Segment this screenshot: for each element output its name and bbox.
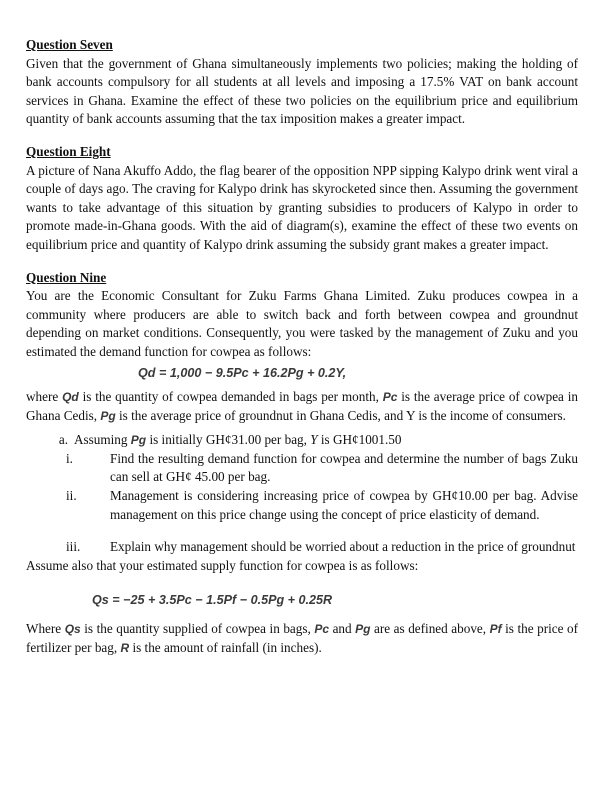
question-seven <box>26 36 578 129</box>
part-a-label: a. <box>58 432 68 448</box>
question-eight-body: A picture of Nana Akuffo Addo, the flag bearer of the opposition NPP sipping Kalypo drink went viral a couple of days ago. The craving for Kalypo drink has skyrocketed since then. Assuming the government wants to take advantage of this situation by granting subsidies to producers of Kalypo in order to promote made-in-Ghana goods. With the aid of diagram(s), examine the effect of these two events on equilibrium price and quantity of Kalypo drink assuming the subsidy grant makes a greater impact. <box>26 162 578 252</box>
spacer <box>26 524 578 538</box>
list-item <box>26 487 578 524</box>
symbol-pg: Pg <box>355 622 371 637</box>
question-nine <box>26 269 578 658</box>
part-a-symbol-pg: Pg <box>130 433 147 448</box>
supply-intro: Assume also that your estimated supply function for cowpea is as follows: <box>26 557 419 573</box>
where-text-4: is the average price of groundnut in Ghana Cedis, and Y is the income of consumers. <box>115 407 566 423</box>
symbol-pf: Pf <box>489 622 502 637</box>
supply-text-4: are as defined above, <box>370 621 490 637</box>
list-item <box>26 538 578 557</box>
supply-text-5: is the price of fertilizer per bag, <box>26 621 579 655</box>
list-item-text: Find the resulting demand function for cowpea and determine the number of bags Zuku can sell at GH¢ 45.00 per bag. <box>110 450 578 485</box>
part-a-text-3: is GH¢1001.50 <box>317 432 402 448</box>
part-a-row <box>26 431 578 450</box>
where-text-3: is the average price of cowpea in Ghana Cedis, <box>26 389 578 423</box>
question-seven-heading: Question Seven <box>26 37 113 52</box>
list-item <box>26 450 578 487</box>
symbol-qd: Qd <box>62 390 79 405</box>
supply-text-1: Where <box>26 621 65 637</box>
question-eight-heading: Question Eight <box>26 143 111 159</box>
list-item-label: ii. <box>66 488 77 504</box>
part-a-text-2: is initially GH¢31.00 per bag, <box>146 432 311 448</box>
supply-text-2: is the quantity supplied of cowpea in bags, <box>80 621 315 637</box>
list-item-text: Management is considering increasing price of cowpea by GH¢10.00 per bag. Advise management on this price change using the concept of price elasticity of demand. <box>110 488 578 522</box>
part-a-symbol-y: Y <box>310 432 318 448</box>
question-nine-heading: Question Nine <box>26 269 107 285</box>
symbol-r: R <box>120 640 130 655</box>
document-page <box>26 36 578 657</box>
part-a-text <box>74 431 401 450</box>
question-nine-intro: You are the Economic Consultant for Zuku Farms Ghana Limited. Zuku produces cowpea in a community where producers are able to switch back and forth between cowpea and groundnut depending on market conditions. Consequently, you were tasked by the management of Zuku and you estimated the demand function for cowpea as follows: <box>26 288 578 359</box>
question-seven-body: Given that the government of Ghana simultaneously implements two policies; making the holding of bank accounts compulsory for all students at all levels and imposing a 17.5% VAT on bank account services in Ghana. Examine the effect of these two policies on the equilibrium price and equilibrium quantity of bank accounts assuming that the tax imposition makes a greater impact. <box>26 55 578 127</box>
where-text: where <box>26 389 59 405</box>
question-eight <box>26 143 578 255</box>
demand-equation: Qd = 1,000 − 9.5Pc + 16.2Pg + 0.2Y, <box>138 365 347 380</box>
symbol-pg: Pg <box>100 408 116 423</box>
list-item-label: iii. <box>66 539 81 555</box>
supply-definitions <box>26 620 578 657</box>
demand-definitions <box>26 388 578 425</box>
symbol-qs: Qs <box>64 622 81 637</box>
part-a <box>26 431 578 557</box>
list-item-text: Explain why management should be worried about a reduction in the price of groundnut <box>110 539 576 555</box>
part-a-text-1: Assuming <box>74 432 131 448</box>
supply-text-6: is the amount of rainfall (in inches). <box>129 639 322 655</box>
supply-equation: Qs = −25 + 3.5Pc − 1.5Pf − 0.5Pg + 0.25R <box>92 593 333 608</box>
list-item-label: i. <box>66 450 73 466</box>
where-text-2: is the quantity of cowpea demanded in bags per month, <box>78 389 383 405</box>
supply-text-3: and <box>329 621 356 637</box>
symbol-pc: Pc <box>382 390 398 405</box>
symbol-pc: Pc <box>314 622 330 637</box>
